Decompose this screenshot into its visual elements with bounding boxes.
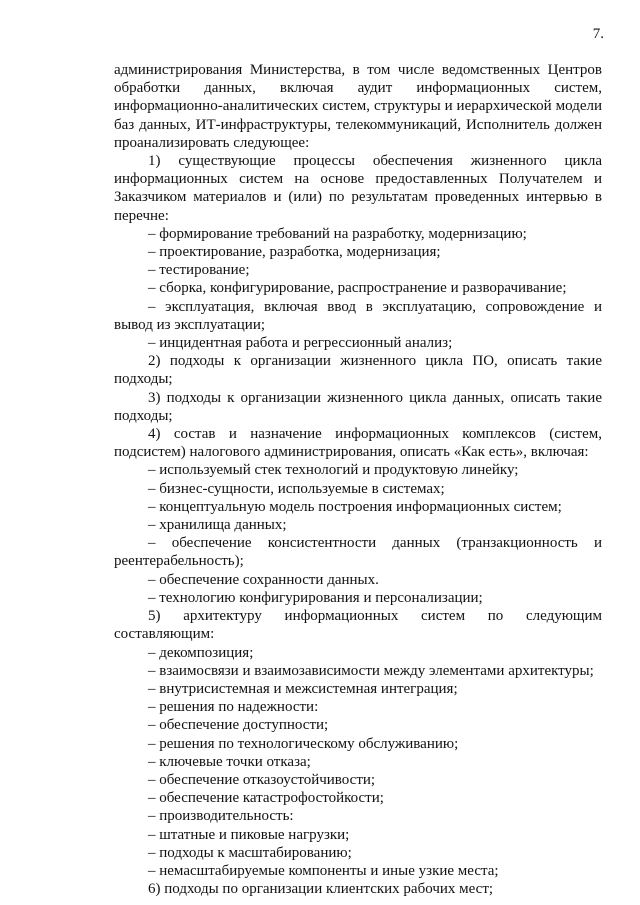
- list-item-1: 1) существующие процессы обеспечения жизненного цикла информационных систем на основе предоставленных Получателем и Заказчиком материалов и (или) по результатам проведенных интервью в перечне:: [114, 153, 602, 224]
- list-item-2: 2) подходы к организации жизненного цикла ПО, описать такие подходы;: [114, 353, 602, 388]
- sub-item: – инцидентная работа и регрессионный анализ;: [148, 335, 453, 352]
- sub-item: – решения по надежности:: [148, 699, 319, 716]
- sub-item: – концептуальную модель построения информационных систем;: [148, 498, 562, 515]
- sub-item: – проектирование, разработка, модернизация;: [148, 244, 441, 261]
- sub-item: – бизнес-сущности, используемые в системах;: [148, 480, 445, 497]
- sub-item: – используемый стек технологий и продуктовую линейку;: [148, 462, 519, 479]
- sub-item: – декомпозиция;: [148, 644, 254, 661]
- sub-item: – обеспечение сохранности данных.: [148, 571, 379, 588]
- page-number: 7.: [592, 26, 604, 42]
- sub-item: – производительность:: [148, 808, 294, 825]
- sub-item: – технологию конфигурирования и персонализации;: [148, 589, 483, 606]
- sub-item: – формирование требований на разработку, модернизацию;: [148, 225, 527, 242]
- document-body: [114, 61, 602, 898]
- sub-item: – хранилища данных;: [148, 517, 287, 534]
- sub-item: – обеспечение консистентности данных (транзакционность и реентерабельность);: [114, 535, 602, 570]
- sub-item: – обеспечение доступности;: [148, 717, 329, 734]
- sub-item: – тестирование;: [148, 262, 250, 279]
- list-item-5: 5) архитектуру информационных систем по следующим составляющим:: [114, 608, 602, 643]
- sub-item: – сборка, конфигурирование, распространение и разворачивание;: [148, 280, 567, 297]
- sub-item: – обеспечение катастрофостойкости;: [148, 790, 384, 807]
- sub-item: – внутрисистемная и межсистемная интеграция;: [148, 680, 458, 697]
- paragraph-intro: администрирования Министерства, в том числе ведомственных Центров обработки данных, включая аудит информационных систем, информационно-аналитических систем, структуры и иерархической модели баз данных, ИТ-инфраструктуры, телекоммуникаций, Исполнитель должен проанализировать следующее:: [114, 62, 602, 151]
- list-item-4: 4) состав и назначение информационных комплексов (систем, подсистем) налогового администрирования, описать «Как есть», включая:: [114, 426, 602, 461]
- sub-item: – обеспечение отказоустойчивости;: [148, 771, 376, 788]
- sub-item: – решения по технологическому обслуживанию;: [148, 735, 459, 752]
- sub-item: – ключевые точки отказа;: [148, 753, 311, 770]
- list-item-6: 6) подходы по организации клиентских рабочих мест;: [148, 881, 494, 898]
- sub-item: – подходы к масштабированию;: [148, 844, 352, 861]
- sub-item: – немасштабируемые компоненты и иные узкие места;: [148, 862, 499, 879]
- sub-item: – эксплуатация, включая ввод в эксплуатацию, сопровождение и вывод из эксплуатации;: [114, 298, 602, 333]
- sub-item: – штатные и пиковые нагрузки;: [148, 826, 350, 843]
- sub-item: – взаимосвязи и взаимозависимости между элементами архитектуры;: [148, 662, 594, 679]
- list-item-3: 3) подходы к организации жизненного цикла данных, описать такие подходы;: [114, 389, 602, 424]
